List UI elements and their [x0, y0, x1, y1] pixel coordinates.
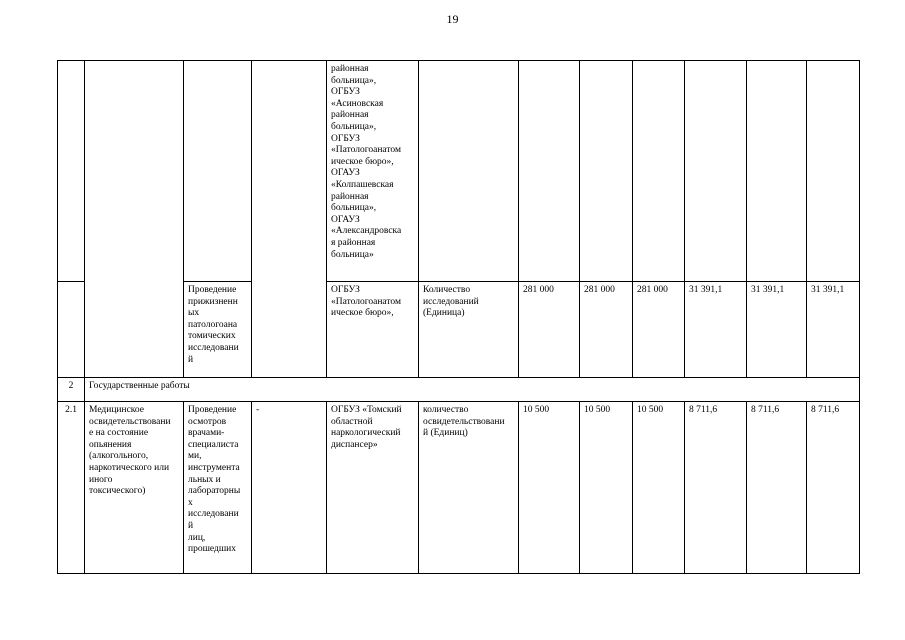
- cell-funding: 8 711,6: [685, 402, 747, 574]
- state-task-table: [57, 60, 860, 574]
- cell-num: 2.1: [58, 402, 85, 574]
- cell-value: 281 000: [580, 282, 633, 378]
- cell-value: [519, 61, 580, 282]
- cell-executor: ОГБУЗ «Томский областной наркологический диспансер»: [327, 402, 419, 574]
- cell-funding: [685, 61, 747, 282]
- cell-funding: 31 391,1: [685, 282, 747, 378]
- cell-indicator: количество освидетельствовани й (Единиц): [419, 402, 519, 574]
- section-row: [58, 378, 860, 402]
- cell-value: 281 000: [633, 282, 685, 378]
- cell-executor: ОГБУЗ «Патологоанатом ическое бюро»,: [327, 282, 419, 378]
- cell-funding: 8 711,6: [747, 402, 807, 574]
- cell-code: -: [252, 402, 327, 574]
- cell-indicator: Количество исследований (Единица): [419, 282, 519, 378]
- cell-name: [85, 61, 184, 378]
- cell-value: 281 000: [519, 282, 580, 378]
- cell-funding: [747, 61, 807, 282]
- cell-value: 10 500: [519, 402, 580, 574]
- cell-value: [633, 61, 685, 282]
- section-number: 2: [58, 378, 85, 402]
- cell-executor: районная больница», ОГБУЗ «Асиновская районная больница», ОГБУЗ «Патологоанатом ическое бюро», ОГАУЗ «Колпашевская районная больница», ОГАУЗ «Александровска я районная больница»: [327, 61, 419, 282]
- cell-work: [184, 61, 252, 282]
- cell-funding: 31 391,1: [807, 282, 860, 378]
- cell-num: [58, 282, 85, 378]
- cell-num: [58, 61, 85, 282]
- table-row: [58, 61, 860, 282]
- cell-work: Проведение осмотров врачами- специалиста ми, инструмента льных и лабораторны х исследовани й лиц, прошедших: [184, 402, 252, 574]
- cell-name: Медицинское освидетельствовани е на состояние опьянения (алкогольного, наркотического или иного токсического): [85, 402, 184, 574]
- table-row: [58, 402, 860, 574]
- cell-funding: 8 711,6: [807, 402, 860, 574]
- page-number: 19: [446, 12, 459, 26]
- cell-funding: 31 391,1: [747, 282, 807, 378]
- cell-value: [580, 61, 633, 282]
- cell-work: Проведение прижизненн ых патологоана томических исследовани й: [184, 282, 252, 378]
- cell-value: 10 500: [633, 402, 685, 574]
- cell-value: 10 500: [580, 402, 633, 574]
- cell-funding: [807, 61, 860, 282]
- cell-code: [252, 61, 327, 378]
- section-title: Государственные работы: [85, 378, 860, 402]
- cell-indicator: [419, 61, 519, 282]
